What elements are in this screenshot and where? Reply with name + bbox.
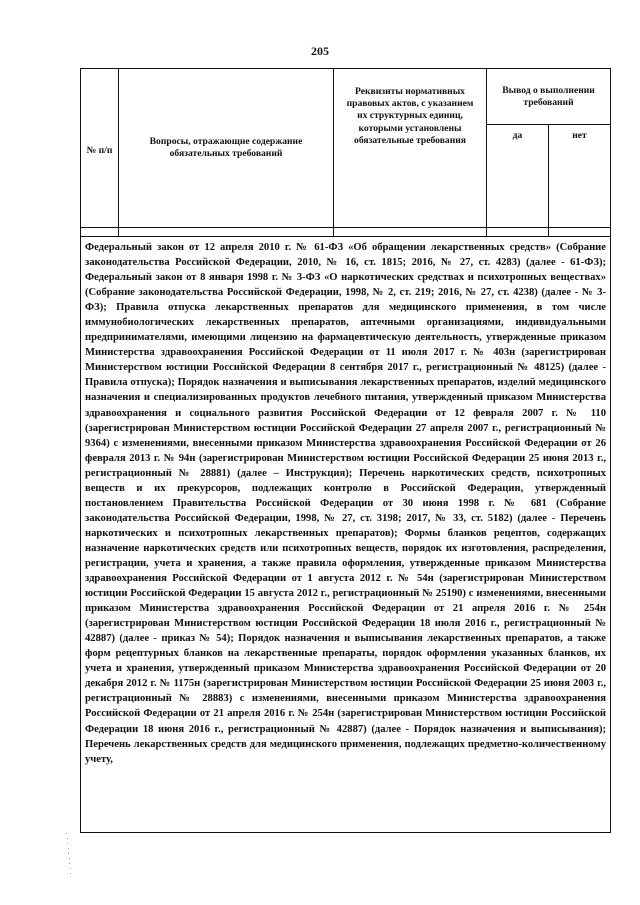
header-questions: Вопросы, отражающие содержание обязательных требований [119,69,334,228]
table-header-row [81,69,611,125]
requirements-table [80,68,611,833]
law-references-cell [81,237,611,833]
header-output: Вывод о выполнении требований [487,69,611,125]
spacer-cell [119,228,334,237]
header-yes: да [487,125,549,228]
law-references-text: Федеральный закон от 12 апреля 2010 г. № 61-ФЗ «Об обращении лекарственных средств» (Собрание законодательства Российской Федерации, 2010, № 16, ст. 1815; 2016, № 27, ст. 4283) (далее - 61-ФЗ); Федеральный закон от 8 января 1998 г. № 3-ФЗ «О наркотических средствах и психотропных веществах» (Собрание законодательства Российской Федерации, 1998, № 2, ст. 219; 2016, № 27, ст. 4238) (далее - № 3-ФЗ); Правила отпуска лекарственных препаратов для медицинского применения, в том числе иммунобиологических лекарственных препаратов, аптечными организациями, индивидуальными предпринимателями, имеющими лицензию на фармацевтическую деятельность, утвержденные приказом Министерства здравоохранения Российской Федерации от 11 июля 2017 г. № 403н (зарегистрирован Министерством юстиции Российской Федерации 8 сентября 2017 г., регистрационный № 48125) (далее - Правила отпуска); Порядок назначения и выписывания лекарственных препаратов, изделий медицинского назначения и специализированных продуктов лечебного питания, утвержденный приказом Министерства здравоохранения и социального развития Российской Федерации от 12 февраля 2007 г. № 110 (зарегистрирован Министерством юстиции Российской Федерации 27 апреля 2007 г., регистрационный № 9364) с изменениями, внесенными приказом Министерства здравоохранения Российской Федерации от 26 февраля 2013 г. № 94н (зарегистрирован Министерством юстиции Российской Федерации 25 июня 2013 г., регистрационный № 28881) (далее – Инструкция); Перечень наркотических средств, психотропных веществ и их прекурсоров, подлежащих контролю в Российской Федерации, утвержденный постановлением Правительства Российской Федерации от 30 июня 1998 г. № 681 (Собрание законодательства Российской Федерации, 1998, № 27, ст. 3198; 2017, № 33, ст. 5182) (далее - Перечень наркотических и психотропных лекарственных препаратов); Формы бланков рецептов, содержащих назначение наркотических средств или психотропных веществ, порядок их изготовления, распределения, регистрации, учета и хранения, а также правила оформления, утвержденные приказом Министерства здравоохранения Российской Федерации от 1 августа 2012 г. № 54н (зарегистрирован Министерством юстиции Российской Федерации 15 августа 2012 г., регистрационный № 25190) с изменениями, внесенными приказом Министерства здравоохранения Российской Федерации от 21 апреля 2016 г. № 254н (зарегистрирован Министерством юстиции Российской Федерации 18 июля 2016 г., регистрационный № 42887) (далее - приказ № 54); Порядок назначения и выписывания лекарственных препаратов, а также форм рецептурных бланков на лекарственные препараты, порядок оформления указанных бланков, их учета и хранения, утвержденный приказом Министерства здравоохранения Российской Федерации от 20 декабря 2012 г. № 1175н (зарегистрирован Министерством юстиции Российской Федерации 25 июня 2003 г., регистрационный № 28883) с изменениями, внесенными приказом Министерства здравоохранения Российской Федерации от 21 апреля 2016 г. № 254н (зарегистрирован Министерством юстиции Российской Федерации 18 июня 2016 г., регистрационный № 42887) (далее - Порядок назначения и выписывания); Перечень лекарственных средств для медицинского применения, подлежащих предметно-количественному учету, [85,242,606,765]
header-number: № п/п [81,69,119,228]
header-requisites: Реквизиты нормативных правовых актов, с указанием их структурных единиц, которыми установлены обязательные требования [334,69,487,228]
spacer-cell [81,228,119,237]
page-number: 205 [311,44,329,58]
spacer-cell [549,228,611,237]
spacer-cell [334,228,487,237]
spacer-cell [487,228,549,237]
pencil-mark [66,833,72,875]
table-row [81,237,611,833]
spacer-row [81,228,611,237]
header-no: нет [549,125,611,228]
